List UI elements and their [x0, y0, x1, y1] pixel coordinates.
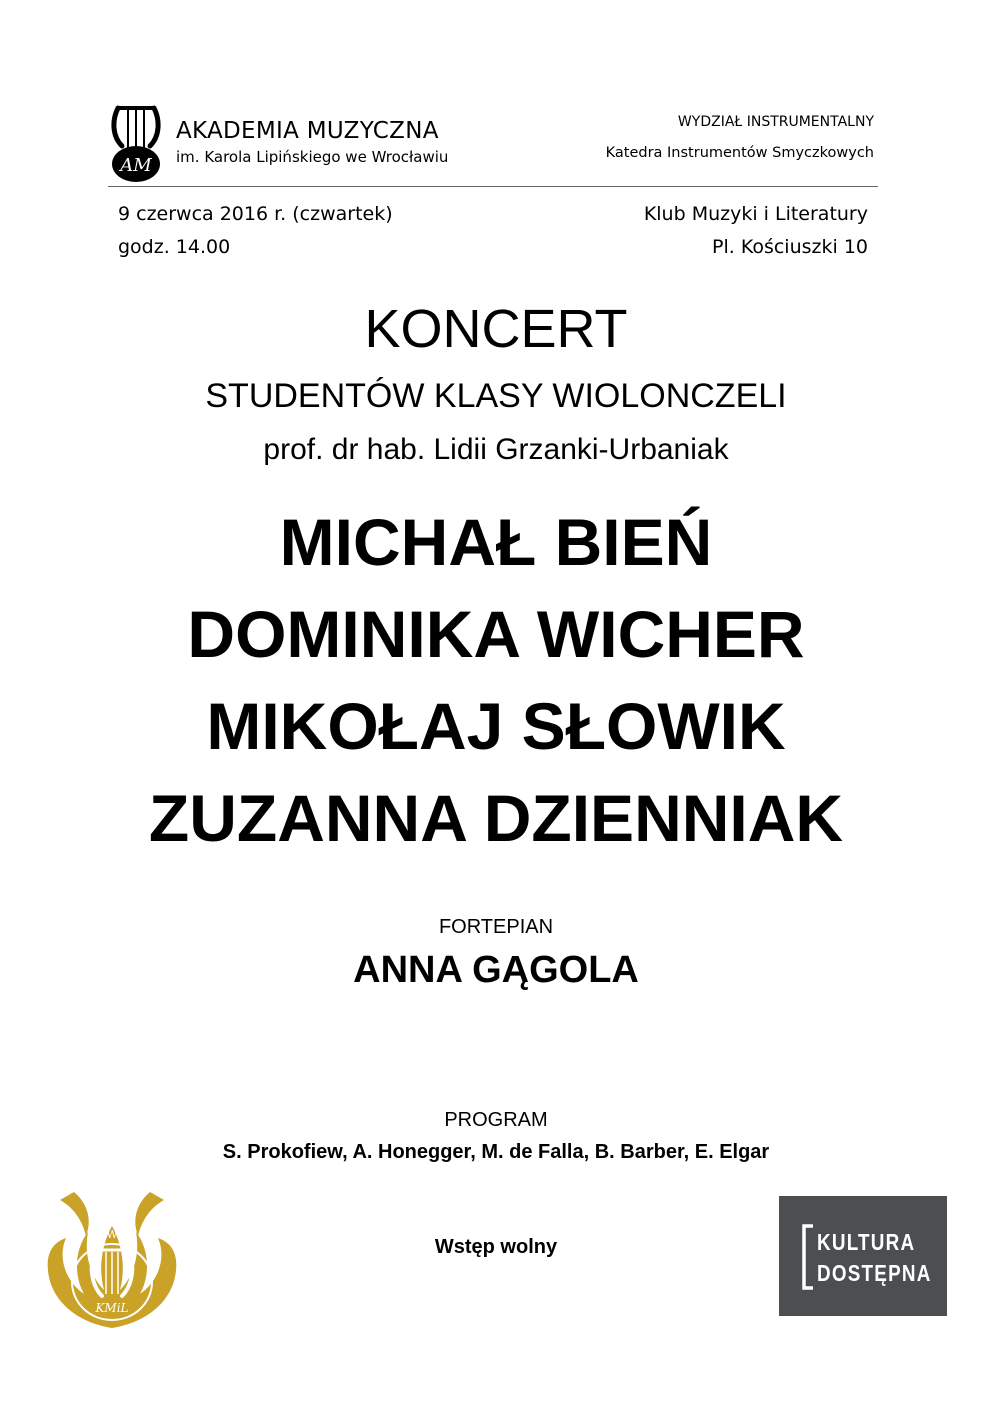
- kmil-logo-icon: [44, 1186, 180, 1330]
- department-name: Katedra Instrumentów Smyczkowych: [605, 145, 874, 161]
- lyre-logo-icon: [108, 102, 164, 184]
- pianist-name: ANNA GĄGOLA: [353, 949, 639, 991]
- kultura-logo-line1: KULTURA: [817, 1229, 916, 1255]
- program-label: PROGRAM: [444, 1109, 548, 1131]
- event-date: 9 czerwca 2016 r. (czwartek): [118, 203, 393, 225]
- faculty-name: WYDZIAŁ INSTRUMENTALNY: [677, 114, 874, 130]
- event-time: godz. 14.00: [118, 236, 231, 258]
- event-venue: Klub Muzyki i Literatury: [643, 203, 868, 225]
- piano-label: FORTEPIAN: [438, 916, 554, 938]
- kultura-logo-line2: DOSTĘPNA: [817, 1260, 932, 1286]
- header-divider: [108, 186, 878, 187]
- concert-title: KONCERT: [364, 299, 628, 359]
- performer-name: MICHAŁ BIEŃ: [279, 505, 713, 579]
- svg-text:AM: AM: [120, 155, 152, 176]
- performer-name: DOMINIKA WICHER: [187, 597, 805, 671]
- program-composers: S. Prokofiew, A. Honegger, M. de Falla, B. Barber, E. Elgar: [222, 1141, 770, 1163]
- professor-name: prof. dr hab. Lidii Grzanki-Urbaniak: [263, 433, 729, 466]
- free-entry-note: Wstęp wolny: [434, 1236, 558, 1258]
- bracket-icon: [801, 1224, 815, 1290]
- academy-name: AKADEMIA MUZYCZNA: [176, 118, 439, 144]
- performer-name: ZUZANNA DZIENNIAK: [148, 781, 844, 855]
- academy-subtitle: im. Karola Lipińskiego we Wrocławiu: [176, 148, 449, 166]
- svg-text:W: W: [106, 1228, 118, 1241]
- concert-subtitle: STUDENTÓW KLASY WIOLONCZELI: [205, 377, 787, 415]
- event-address: Pl. Kościuszki 10: [712, 236, 868, 258]
- svg-text:KMiL: KMiL: [95, 1301, 129, 1315]
- performer-name: MIKOŁAJ SŁOWIK: [206, 689, 786, 763]
